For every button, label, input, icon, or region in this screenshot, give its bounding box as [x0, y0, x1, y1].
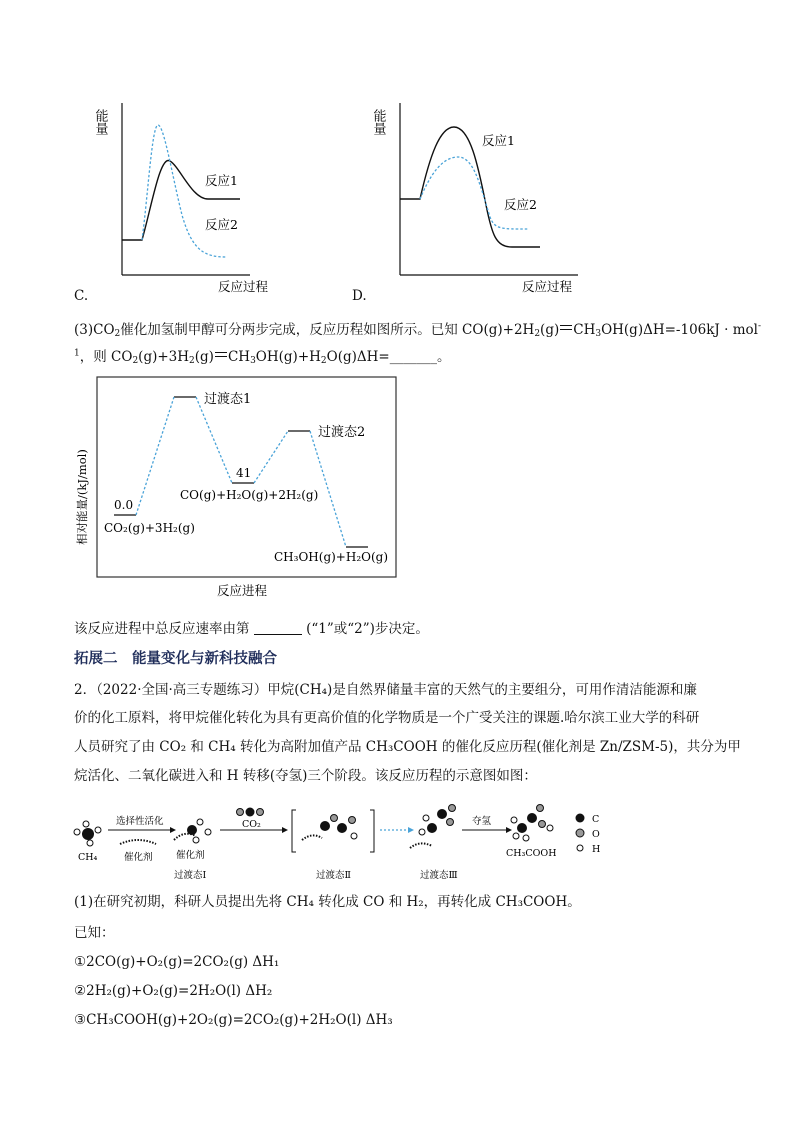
catalyst-label: 催化剂 — [124, 852, 153, 863]
ch4-molecule — [74, 821, 101, 846]
mechanism-scheme — [70, 800, 630, 890]
q2-para-line4: 烷活化、二氧化碳进入和 H 转移(夺氢)三个阶段。该反应历程的示意图如图： — [74, 768, 537, 784]
reaction2-label: 反应2 — [205, 217, 238, 232]
section-heading: 拓展二 能量变化与新科技融合 — [74, 651, 277, 667]
reaction1-label: 反应1 — [482, 133, 515, 148]
acetic-acid-molecule — [511, 805, 553, 842]
equilibrium-sign — [560, 325, 572, 330]
atom-legend — [576, 814, 585, 852]
reaction-energy-diagram — [70, 375, 400, 600]
ts2-label: 过渡态2 — [318, 425, 366, 440]
known-eq3: ③CH₃COOH(g)+2O₂(g)=2CO₂(g)+2H₂O(l) ΔH₃ — [74, 1012, 393, 1028]
q2-para-line1: 2．（2022·全国·高三专题练习）甲烷(CH₄)是自然界储量丰富的天然气的主要组分，可用作清洁能源和廉 — [74, 682, 697, 698]
q3-line1: $(3)CO_2$催化加氢制甲醇可分两步完成，反应历程如图所示。已知 $CO(g)+2H_2(g) CH_3OH(g)\Delta H=-106kJ \cdot mol^-$ — [74, 321, 762, 339]
known-eq1: ①2CO(g)+O₂(g)=2CO₂(g) ΔH₁ — [74, 954, 280, 970]
ts1-label: 过渡态Ⅰ — [174, 870, 207, 881]
reaction1-curve — [400, 127, 540, 247]
axis-label: 反应过程 — [218, 279, 269, 294]
co2-label: CO₂ — [242, 819, 261, 830]
catalyst-surface-icon — [120, 840, 156, 844]
ts3-structure — [410, 805, 456, 849]
legend-c: C — [592, 814, 600, 825]
product-label: CH₃COOH — [506, 848, 557, 859]
y-axis-label: 相对能量/(kJ/mol) — [75, 449, 89, 545]
option-c: C. — [74, 288, 89, 304]
ts1-structure — [174, 819, 211, 843]
co2-molecule — [237, 808, 264, 817]
q2-para-line2: 价的化工原料，将甲烷催化转化为具有更高价值的化学物质是一个广受关注的课题.哈尔滨工业大学的科研 — [74, 710, 700, 726]
energy-graph-d — [370, 95, 578, 295]
abstraction-label: 夺氢 — [472, 816, 492, 827]
q2-para-line3: 人员研究了由 CO₂ 和 CH₄ 转化为高附加值产品 CH₃COOH 的催化反应历程(催化剂是 Zn/ZSM-5)，共分为甲 — [74, 739, 741, 755]
value-41: 41 — [236, 466, 252, 480]
reaction2-curve — [420, 157, 528, 229]
energy-label: 能量 — [370, 109, 386, 135]
axis-label: 反应过程 — [522, 279, 573, 294]
end-species-label: CH₃OH(g)+H₂O(g) — [274, 550, 389, 564]
energy-label: 能量 — [92, 109, 108, 135]
x-axis-label: 反应进程 — [217, 583, 268, 598]
rate-step-question: 该反应进程中总反应速率由第 (“1”或“2”)步决定。 — [74, 621, 429, 637]
ts3-label: 过渡态Ⅲ — [420, 870, 458, 881]
known-eq2: ②2H₂(g)+O₂(g)=2H₂O(l) ΔH₂ — [74, 983, 273, 999]
q3-line2: $^1$，则 $CO_2(g)+3H_2(g)$ $CH_3OH(g)+H_2O(g)\Delta H=\_\_\_\_\_\_\_$。 — [74, 348, 451, 366]
legend-o: O — [592, 829, 600, 840]
catalyst2-label: 催化剂 — [176, 850, 205, 861]
ch4-label: CH₄ — [78, 852, 98, 863]
equilibrium-sign — [215, 352, 227, 357]
activation-label: 选择性活化 — [116, 816, 164, 827]
value-zero: 0.0 — [114, 498, 134, 512]
ts2-label: 过渡态Ⅱ — [316, 870, 351, 881]
reaction1-label: 反应1 — [205, 173, 238, 188]
sub-question-1: (1)在研究初期，科研人员提出先将 CH₄ 转化成 CO 和 H₂，再转化成 CH₃COOH。 — [74, 894, 581, 910]
option-d: D. — [352, 288, 367, 304]
energy-graph-c — [92, 95, 270, 295]
legend-h: H — [592, 844, 601, 855]
reaction2-label: 反应2 — [504, 197, 537, 212]
ts2-structure — [302, 815, 357, 841]
ts1-label: 过渡态1 — [204, 392, 252, 407]
intermediate-species-label: CO(g)+H₂O(g)+2H₂(g) — [180, 488, 319, 502]
answer-blank[interactable] — [254, 620, 302, 635]
known-label: 已知： — [74, 925, 115, 941]
start-species-label: CO₂(g)+3H₂(g) — [104, 521, 195, 535]
